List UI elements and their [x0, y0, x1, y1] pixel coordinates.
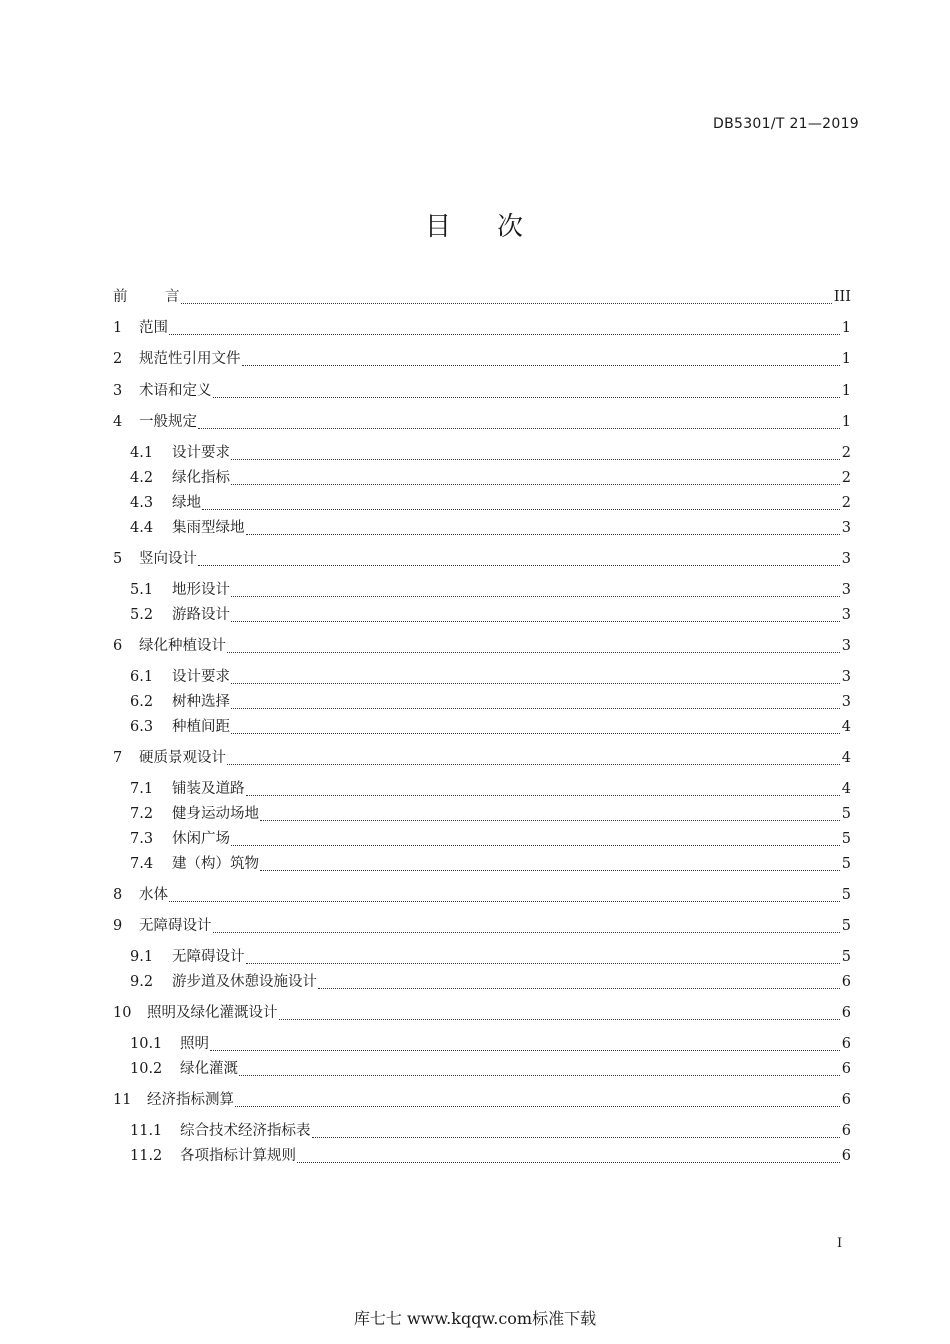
toc-entry-number: 10.2 [130, 1061, 163, 1077]
toc-entry[interactable] [130, 1119, 851, 1143]
dot-leader [318, 988, 840, 989]
dot-leader [242, 365, 840, 366]
toc-entry-number: 11 [113, 1092, 132, 1108]
dot-leader [231, 708, 840, 709]
toc-entry-number: 6 [113, 638, 123, 654]
toc-entry-number: 3 [113, 383, 123, 399]
dot-leader [198, 565, 840, 566]
toc-entry[interactable] [130, 777, 851, 801]
dot-leader [260, 870, 840, 871]
toc-entry-label: 健身运动场地 [172, 806, 259, 822]
toc-entry[interactable] [130, 441, 851, 465]
toc-entry[interactable] [113, 1088, 851, 1112]
toc-entry-label: 无障碍设计 [172, 949, 245, 965]
toc-entry-page: 1 [841, 383, 851, 399]
toc-entry-label: 范围 [139, 320, 168, 336]
toc-entry-number: 11.2 [130, 1148, 163, 1164]
toc-entry-page: 6 [841, 1005, 851, 1021]
dot-leader [312, 1137, 840, 1138]
toc-entry-label: 硬质景观设计 [139, 750, 226, 766]
dot-leader [210, 1050, 840, 1051]
toc-entry-page: 4 [841, 781, 851, 797]
page-title [0, 206, 950, 243]
toc-entry-page: 6 [841, 1092, 851, 1108]
toc-entry[interactable] [130, 827, 851, 851]
toc-entry-label: 游路设计 [172, 607, 230, 623]
toc-entry-page: 1 [841, 351, 851, 367]
toc-entry-page: 4 [841, 719, 851, 735]
toc-entry[interactable] [113, 410, 851, 434]
toc-entry-label: 铺装及道路 [172, 781, 245, 797]
toc-entry-page: 6 [841, 1061, 851, 1077]
toc-entry-number: 5.2 [130, 607, 154, 623]
toc-entry-number: 6.1 [130, 669, 154, 685]
toc-entry-page: III [833, 289, 851, 305]
toc-entry[interactable] [130, 665, 851, 689]
toc-entry-number: 7.4 [130, 856, 154, 872]
toc-entry[interactable] [113, 883, 851, 907]
toc-entry[interactable] [130, 466, 851, 490]
toc-entry-page: 6 [841, 1123, 851, 1139]
dot-leader [231, 683, 840, 684]
toc-entry-label: 设计要求 [172, 445, 230, 461]
title-left: 目 [424, 212, 453, 242]
dot-leader [202, 509, 840, 510]
toc-entry[interactable] [130, 491, 851, 515]
dot-leader [231, 459, 840, 460]
toc-entry-label: 绿化指标 [172, 470, 230, 486]
toc-entry-label: 各项指标计算规则 [180, 1148, 296, 1164]
toc-entry-number: 7.2 [130, 806, 154, 822]
toc-entry-page: 3 [841, 694, 851, 710]
dot-leader [181, 303, 832, 304]
toc-entry-page: 5 [841, 887, 851, 903]
toc-entry[interactable] [130, 945, 851, 969]
toc-entry-label: 绿化灌溉 [180, 1061, 238, 1077]
toc-entry-label: 集雨型绿地 [172, 520, 245, 536]
toc-entry-page: 3 [841, 551, 851, 567]
toc-entry-label: 设计要求 [172, 669, 230, 685]
toc-entry-number: 7.3 [130, 831, 154, 847]
dot-leader [260, 820, 840, 821]
toc-entry-number: 7 [113, 750, 123, 766]
toc-entry-number: 9.2 [130, 974, 154, 990]
toc-entry[interactable] [130, 1032, 851, 1056]
toc-entry-number: 6.3 [130, 719, 154, 735]
toc-entry-page: 2 [841, 470, 851, 486]
toc-entry[interactable] [130, 715, 851, 739]
toc-entry-page: 5 [841, 806, 851, 822]
toc-entry[interactable] [130, 1057, 851, 1081]
toc-entry-number: 9.1 [130, 949, 154, 965]
dot-leader [231, 621, 840, 622]
toc-entry-number: 11.1 [130, 1123, 163, 1139]
dot-leader [246, 534, 840, 535]
toc-entry-number: 9 [113, 918, 123, 934]
toc-entry-label: 种植间距 [172, 719, 230, 735]
toc-entry-number: 10 [113, 1005, 132, 1021]
toc-entry-page: 3 [841, 669, 851, 685]
dot-leader [231, 484, 840, 485]
toc-entry-number: 6.2 [130, 694, 154, 710]
toc-entry-label: 休闲广场 [172, 831, 230, 847]
toc-entry-label: 术语和定义 [139, 383, 212, 399]
toc-entry-number: 4.3 [130, 495, 154, 511]
toc-entry[interactable] [130, 852, 851, 876]
dot-leader [227, 764, 840, 765]
dot-leader [213, 932, 840, 933]
toc-entry[interactable] [130, 970, 851, 994]
toc-entry[interactable] [130, 578, 851, 602]
dot-leader [246, 795, 840, 796]
toc-entry[interactable] [130, 603, 851, 627]
toc-entry[interactable] [113, 1001, 851, 1025]
toc-entry-label: 综合技术经济指标表 [180, 1123, 311, 1139]
toc-entry[interactable] [113, 634, 851, 658]
toc-entry-number: 4.2 [130, 470, 154, 486]
toc-entry-number: 4 [113, 414, 123, 430]
dot-leader [169, 901, 840, 902]
toc-entry-number: 前 [113, 289, 157, 305]
title-right: 次 [497, 212, 526, 242]
toc-entry[interactable] [113, 914, 851, 938]
toc-entry-number: 4.1 [130, 445, 154, 461]
toc-entry-label: 照明 [180, 1036, 209, 1052]
document-code: DB5301/T 21—2019 [713, 116, 859, 132]
dot-leader [235, 1106, 840, 1107]
toc-entry-number: 5 [113, 551, 123, 567]
toc-entry-number: 10.1 [130, 1036, 163, 1052]
dot-leader [246, 963, 840, 964]
dot-leader [227, 652, 840, 653]
toc-entry-number: 7.1 [130, 781, 154, 797]
toc-entry-label: 规范性引用文件 [139, 351, 241, 367]
toc-entry[interactable] [113, 746, 851, 770]
toc-entry-page: 6 [841, 1148, 851, 1164]
dot-leader [297, 1162, 840, 1163]
toc-entry[interactable] [113, 379, 851, 403]
toc-entry-number: 4.4 [130, 520, 154, 536]
toc-entry-label: 绿地 [172, 495, 201, 511]
toc-entry-label: 竖向设计 [139, 551, 197, 567]
toc-entry-page: 1 [841, 320, 851, 336]
toc-entry[interactable] [113, 347, 851, 371]
toc-entry-page: 2 [841, 495, 851, 511]
toc-entry-page: 3 [841, 582, 851, 598]
toc-entry-label: 水体 [139, 887, 168, 903]
dot-leader [239, 1075, 840, 1076]
toc-entry-label: 经济指标测算 [147, 1092, 234, 1108]
toc-entry-label: 地形设计 [172, 582, 230, 598]
toc-entry[interactable] [130, 1144, 851, 1168]
dot-leader [231, 733, 840, 734]
footer-watermark: 库七七 www.kqqw.com标准下载 [353, 1309, 597, 1328]
toc-entry-label: 建（构）筑物 [172, 856, 259, 872]
toc-entry-page: 4 [841, 750, 851, 766]
toc-entry-page: 5 [841, 918, 851, 934]
dot-leader [279, 1019, 840, 1020]
toc-entry-page: 5 [841, 856, 851, 872]
toc-entry[interactable] [130, 802, 851, 826]
toc-entry-page: 3 [841, 607, 851, 623]
toc-entry-label: 游步道及休憩设施设计 [172, 974, 317, 990]
toc-entry-page: 5 [841, 831, 851, 847]
toc-entry[interactable] [113, 285, 851, 309]
toc-entry[interactable] [130, 690, 851, 714]
page-folio: I [837, 1236, 843, 1251]
toc-entry-label: 无障碍设计 [139, 918, 212, 934]
toc-entry-label: 一般规定 [139, 414, 197, 430]
dot-leader [231, 596, 840, 597]
toc-entry-number: 8 [113, 887, 123, 903]
dot-leader [198, 428, 840, 429]
toc-entry-page: 6 [841, 1036, 851, 1052]
toc-entry[interactable] [113, 316, 851, 340]
toc-entry-label: 照明及绿化灌溉设计 [147, 1005, 278, 1021]
dot-leader [231, 845, 840, 846]
dot-leader [169, 334, 840, 335]
toc-entry-page: 3 [841, 638, 851, 654]
toc-entry-page: 6 [841, 974, 851, 990]
toc-entry-page: 5 [841, 949, 851, 965]
toc-entry-page: 2 [841, 445, 851, 461]
toc-entry[interactable] [113, 547, 851, 571]
toc-entry-label: 言 [165, 289, 180, 305]
toc-entry-number: 2 [113, 351, 123, 367]
dot-leader [213, 397, 840, 398]
toc-entry-page: 1 [841, 414, 851, 430]
toc-entry-label: 树种选择 [172, 694, 230, 710]
toc-entry-number: 5.1 [130, 582, 154, 598]
toc-entry-label: 绿化种植设计 [139, 638, 226, 654]
toc-entry[interactable] [130, 516, 851, 540]
toc-entry-page: 3 [841, 520, 851, 536]
toc-entry-number: 1 [113, 320, 123, 336]
